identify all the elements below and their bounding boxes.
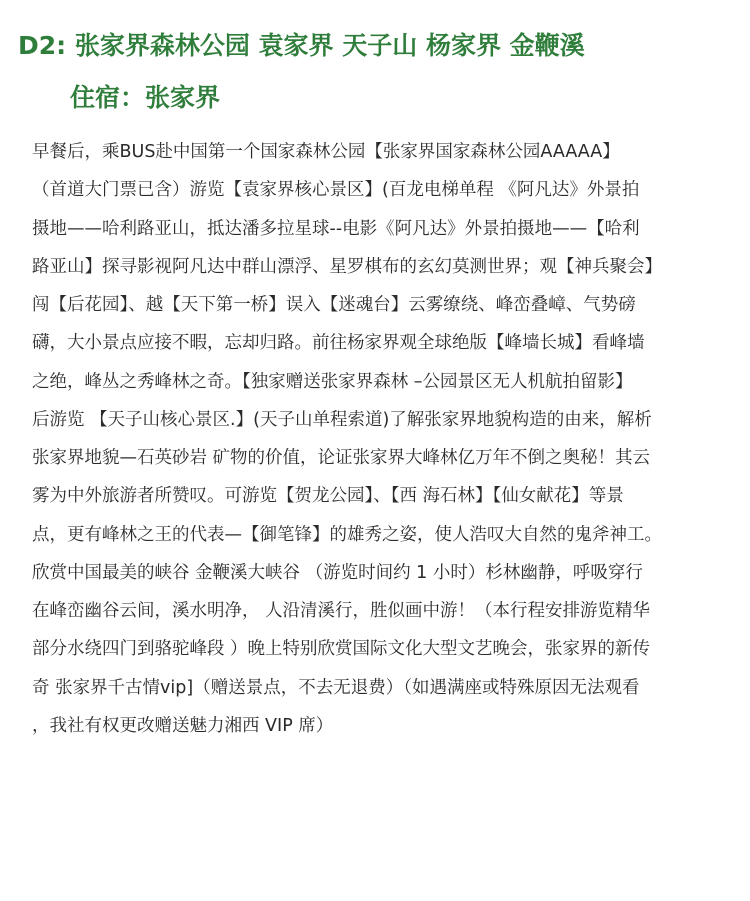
day-title: D2: 张家界森林公园 袁家界 天子山 杨家界 金鞭溪: [18, 31, 585, 60]
itinerary-line: 之绝，峰丛之秀峰林之奇。【独家赠送张家界森林 –公园景区无人机航拍留影】: [32, 371, 633, 392]
itinerary-line: 张家界地貌—石英砂岩 矿物的价值，论证张家界大峰林亿万年不倒之奥秘！其云: [32, 448, 651, 468]
itinerary-line: 路亚山】探寻影视阿凡达中群山漂浮、星罗棋布的玄幻莫测世界；观【神兵聚会】: [32, 256, 662, 277]
itinerary-line: 雾为中外旅游者所赞叹。可游览【贺龙公园】、【西 海石林】【仙女献花】等景: [32, 486, 624, 507]
itinerary-line: 在峰峦幽谷云间，溪水明净， 人沿清溪行，胜似画中游！（本行程安排游览精华: [32, 601, 651, 621]
itinerary-line: 后游览 【天子山核心景区.】(天子山单程索道)了解张家界地貌构造的由来，解析: [32, 409, 652, 430]
itinerary-line: 摄地——哈利路亚山，抵达潘多拉星球--电影《阿凡达》外景拍摄地——【哈利: [32, 218, 640, 239]
itinerary-line: （首道大门票已含）游览【袁家界核心景区】(百龙电梯单程 《阿凡达》外景拍: [32, 180, 640, 201]
itinerary-line: 欣赏中国最美的峡谷 金鞭溪大峡谷 （游览时间约 1 小时）杉林幽静，呼吸穿行: [32, 562, 643, 583]
itinerary-line: 早餐后，乘BUS赴中国第一个国家森林公园【张家界国家森林公园AAAAA】: [32, 142, 620, 162]
itinerary-line: 点，更有峰林之王的代表—【御笔锋】的雄秀之姿，使人浩叹大自然的鬼斧神工。: [32, 524, 662, 545]
itinerary-line: 部分水绕四门到骆驼峰段 ）晚上特别欣赏国际文化大型文艺晚会，张家界的新传: [32, 639, 651, 660]
itinerary-line: 闯【后花园】、越【天下第一桥】误入【迷魂台】云雾缭绕、峰峦叠嶂、气势磅: [32, 295, 636, 315]
itinerary-line: 奇 张家界千古情vip]（赠送景点，不去无退费）（如遇满座或特殊原因无法观看: [32, 677, 640, 698]
itinerary-description: [32, 133, 748, 745]
itinerary-line: ，我社有权更改赠送魅力湘西 VIP 席）: [32, 715, 334, 736]
lodging-info: 住宿：张家界: [70, 83, 221, 112]
itinerary-line: 礴，大小景点应接不暇，忘却归路。前往杨家界观全球绝版【峰墙长城】看峰墙: [32, 333, 645, 354]
